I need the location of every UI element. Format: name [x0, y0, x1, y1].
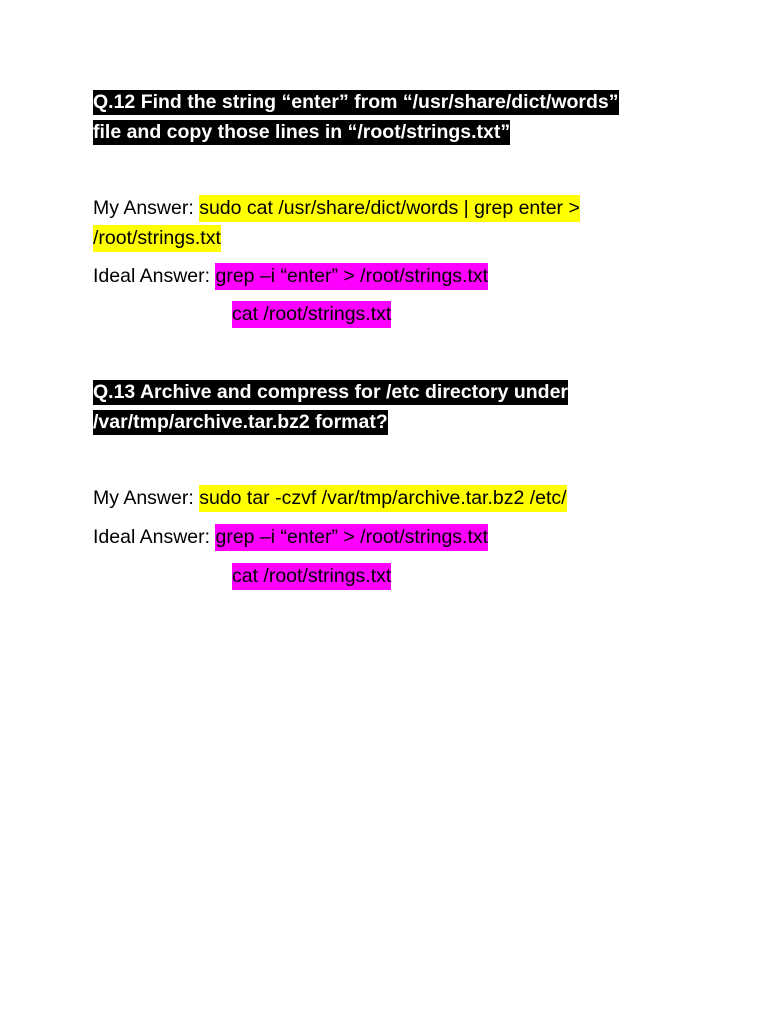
question-12-ideal-answer-label: Ideal Answer:: [93, 265, 216, 287]
question-13-ideal-answer-text1: grep –i “enter” > /root/strings.txt: [215, 524, 488, 551]
question-12-my-answer-text1: sudo cat /usr/share/dict/words | grep enter >: [199, 195, 580, 222]
question-12-title-text2: file and copy those lines in “/root/strings.txt”: [93, 121, 511, 143]
question-13-my-answer-line1: [93, 484, 567, 512]
question-12-title-text1: Q.12 Find the string “enter” from “/usr/share/dict/words”: [93, 91, 619, 113]
question-13-my-answer-label: My Answer:: [93, 487, 200, 509]
question-12-ideal-answer-line1: [93, 262, 488, 290]
question-13-title-line1: [93, 378, 568, 406]
question-12-title-line1: [93, 88, 619, 116]
question-13-ideal-answer-label: Ideal Answer:: [93, 526, 216, 548]
question-13-ideal-answer-line2: [232, 562, 391, 590]
question-12-my-answer-text2: /root/strings.txt: [93, 225, 221, 252]
question-13-title-text1: Q.13 Archive and compress for /etc directory under: [93, 381, 569, 403]
question-13-my-answer-text1: sudo tar -czvf /var/tmp/archive.tar.bz2 /etc/: [199, 485, 566, 512]
question-12-ideal-answer-text1: grep –i “enter” > /root/strings.txt: [215, 263, 488, 290]
question-12-ideal-answer-text2: cat /root/strings.txt: [232, 301, 391, 328]
question-12-ideal-answer-line2: [232, 300, 391, 328]
question-13-ideal-answer-line1: [93, 523, 488, 551]
question-12-my-answer-line2: [93, 224, 221, 252]
question-12-my-answer-label: My Answer:: [93, 197, 200, 219]
question-13-title-line2: [93, 408, 388, 436]
question-13-title-text2: /var/tmp/archive.tar.bz2 format?: [93, 411, 388, 433]
question-12-my-answer-line1: [93, 194, 580, 222]
question-12-title-line2: [93, 118, 510, 146]
question-13-ideal-answer-text2: cat /root/strings.txt: [232, 563, 391, 590]
